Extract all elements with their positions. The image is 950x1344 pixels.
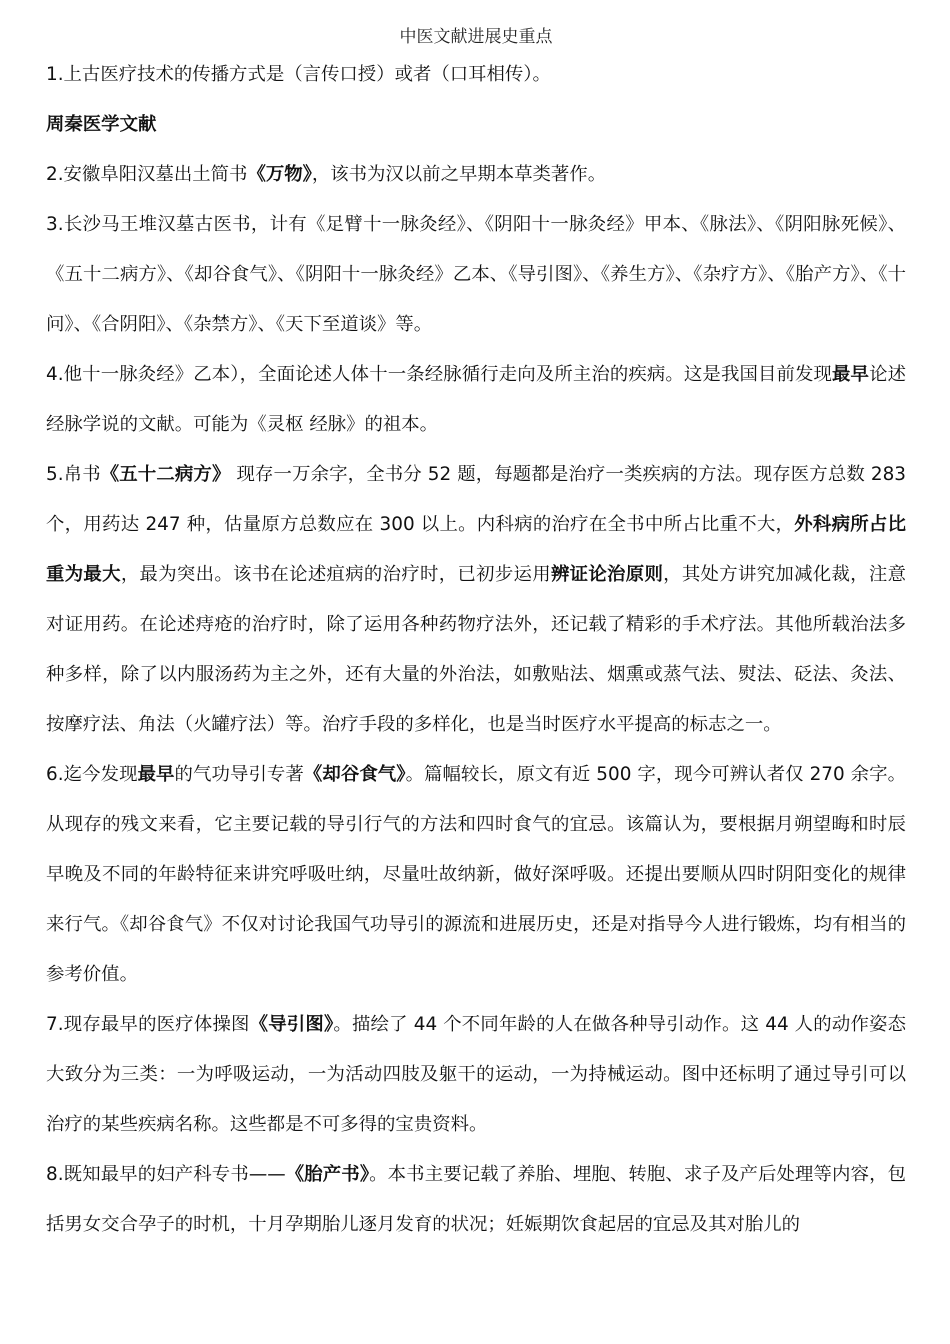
page-header: 中医文献进展史重点 [399,27,553,47]
paragraph-4-text: 论述经脉学说的文献。可能为《灵枢 经脉》的祖本。 [46,364,906,435]
emphasis-bianzheng: 辨证论治原则 [550,564,664,585]
emphasis-earliest: 最早 [832,364,870,385]
paragraph-6-text: 6.迄今发现 [46,764,138,785]
emphasis-surgery: 外科病所占比重为最大 [46,514,906,585]
paragraph-7 [46,1000,906,1150]
paragraph-5-text: ，其处方讲究加减化裁，注意对证用药。在论述痔疮的治疗时，除了运用各种药物疗法外，还记载了精彩的手术疗法。其他所载治法多种多样，除了以内服汤药为主之外，还有大量的外治法，如敷贴法、烟熏或蒸气法、熨法、砭法、灸法、按摩疗法、角法（火罐疗法）等。治疗手段的多样化，也是当时医疗水平提高的标志之一。 [46,564,906,735]
book-title-quegushiqi: 《却谷食气》 [303,764,406,785]
book-title-taichanshu: 《胎产书》 [285,1164,370,1185]
book-title-wanwu: 《万物》 [247,164,312,185]
paragraph-6-text: 。篇幅较长，原文有近 500 字，现今可辨认者仅 270 余字。从现存的残文来看，它主要记载的导引行气的方法和四时食气的宜忌。该篇认为，要根据月朔望晦和时辰早晚及不同的年龄特征来讲究呼吸吐纳，尽量吐故纳新，做好深呼吸。还提出要顺从四时阴阳变化的规律来行气。《却谷食气》不仅对讨论我国气功导引的源流和进展历史，还是对指导今人进行锻炼，均有相当的参考价值。 [46,764,906,985]
paragraph-6 [46,750,906,1000]
paragraph-8 [46,1150,906,1250]
emphasis-earliest: 最早 [137,764,175,785]
paragraph-8-text: 8.既知最早的妇产科专书—— [46,1164,286,1185]
paragraph-7-text: 。描绘了 44 个不同年龄的人在做各种导引动作。这 44 人的动作姿态大致分为三类：一为呼吸运动，一为活动四肢及躯干的运动，一为持械运动。图中还标明了通过导引可以治疗的某些疾病名称。这些都是不可多得的宝贵资料。 [46,1014,907,1135]
paragraph-5 [46,450,906,750]
paragraph-5-text: 现存一万余字，全书分 52 题，每题都是治疗一类疾病的方法。现存医方总数 283 个，用药达 247 种，估量原方总数应在 300 以上。内科病的治疗在全书中所占比重不大， [46,464,906,535]
paragraph-6-text: 的气功导引专著 [174,764,304,785]
paragraph-5-text: 5.帛书 [46,464,101,485]
paragraph-5-text: ，最为突出。该书在论述疽病的治疗时，已初步运用 [120,564,551,585]
paragraph-2 [46,150,906,200]
section-title: 周秦医学文献 [46,114,157,135]
paragraph-4 [46,350,906,450]
paragraph-2-text: ，该书为汉以前之早期本草类著作。 [311,164,607,185]
paragraph-3: 3.长沙马王堆汉墓古医书，计有《足臂十一脉灸经》、《阴阳十一脉灸经》甲本、《脉法》、《阴阳脉死候》、《五十二病方》、《却谷食气》、《阴阳十一脉灸经》乙本、《导引图》、《养生方》、《杂疗方》、《胎产方》、《十问》、《合阴阳》、《杂禁方》、《天下至道谈》等。 [46,214,906,335]
paragraph-4-text: 4.他十一脉灸经》乙本），全面论述人体十一条经脉循行走向及所主治的疾病。这是我国目前发现 [46,364,833,385]
paragraph-1: 1.上古医疗技术的传播方式是（言传口授）或者（口耳相传）。 [46,64,551,85]
book-title-wushierbingfang: 《五十二病方》 [100,464,231,485]
document-body [46,50,906,1250]
paragraph-7-text: 7.现存最早的医疗体操图 [46,1014,250,1035]
paragraph-8-text: 。本书主要记载了养胎、埋胞、转胞、求子及产后处理等内容，包括男女交合孕子的时机，十月孕期胎儿逐月发育的状况；妊娠期饮食起居的宜忌及其对胎儿的 [46,1164,906,1235]
paragraph-2-text: 2.安徽阜阳汉墓出土简书 [46,164,248,185]
book-title-daoyintu: 《导引图》 [249,1014,334,1035]
